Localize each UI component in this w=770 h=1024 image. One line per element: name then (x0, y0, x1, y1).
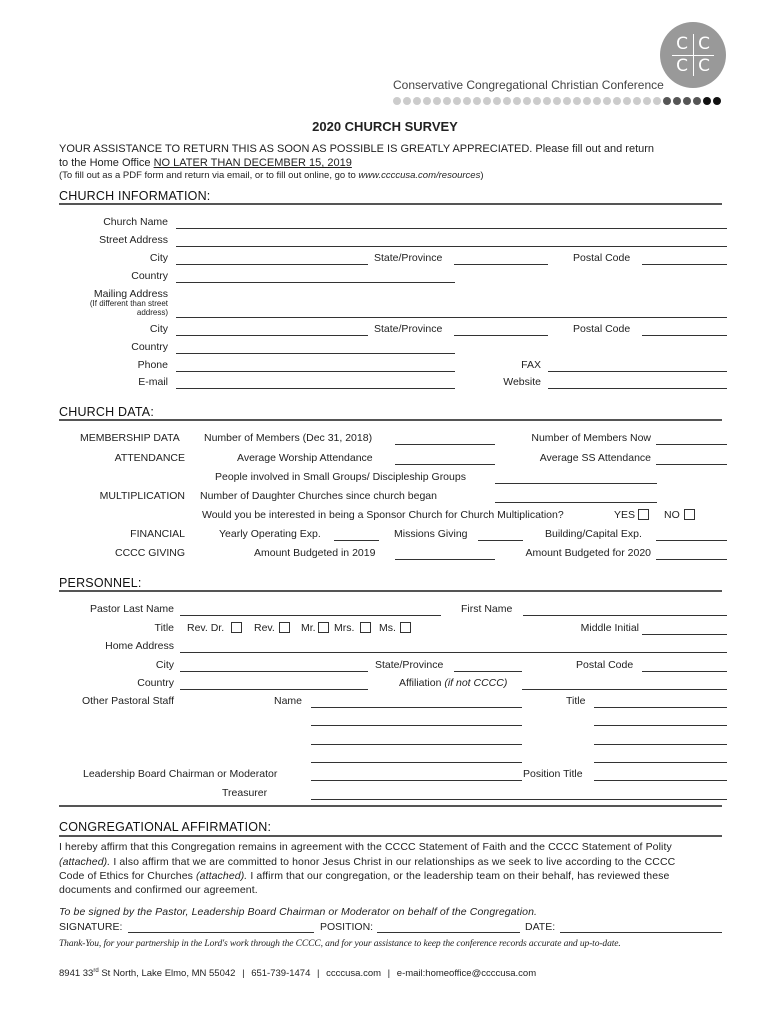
middle-initial-field[interactable] (642, 634, 727, 635)
decorative-dot (433, 97, 441, 105)
mailing-note: (If different than street (89, 299, 168, 308)
church-name-field[interactable] (176, 228, 727, 229)
postal-code-label: Postal Code (576, 659, 634, 671)
budget-2020-field[interactable] (656, 559, 727, 560)
home-postal-field[interactable] (642, 671, 727, 672)
membership-data-label: MEMBERSHIP DATA (80, 432, 180, 444)
decorative-dot (573, 97, 581, 105)
logo-letter: C (676, 34, 688, 54)
logo-letter: C (698, 34, 710, 54)
footer-email[interactable]: e-mail:homeoffice@ccccusa.com (396, 968, 537, 980)
intro-line1: YOUR ASSISTANCE TO RETURN THIS AS SOON AS POSSIBLE IS GREATLY APPRECIATED. Please fill out and return (59, 143, 655, 155)
small-groups-label: People involved in Small Groups/ Discipleship Groups (215, 471, 466, 483)
footer-address: 8941 33rd St North, Lake Elmo, MN 55042 (59, 968, 236, 980)
resources-link[interactable]: www.ccccusa.com/resources (358, 170, 481, 181)
logo-letter: C (676, 56, 688, 76)
decorative-dot (593, 97, 601, 105)
staff-name-field-4[interactable] (311, 762, 522, 763)
fax-field[interactable] (548, 371, 727, 372)
decorative-dot (503, 97, 511, 105)
other-staff-label: Other Pastoral Staff (81, 695, 174, 707)
staff-name-field-3[interactable] (311, 744, 522, 745)
intro-line3: (To fill out as a PDF form and return via email, or to fill out online, go to www.ccccusa.com/resources) (59, 170, 484, 181)
staff-name-field-1[interactable] (311, 707, 522, 708)
home-country-field[interactable] (180, 689, 368, 690)
decorative-dot (583, 97, 591, 105)
position-field[interactable] (377, 932, 520, 933)
street-address-field[interactable] (176, 246, 727, 247)
position-title-field[interactable] (594, 780, 727, 781)
missions-giving-field[interactable] (478, 540, 523, 541)
church-info-heading: CHURCH INFORMATION: (59, 189, 211, 203)
decorative-dot (663, 97, 671, 105)
decorative-dot (393, 97, 401, 105)
postal-code-field[interactable] (642, 264, 727, 265)
attendance-label: ATTENDANCE (114, 452, 185, 464)
mailing-postal-field[interactable] (642, 335, 727, 336)
signature-label: SIGNATURE: (59, 921, 123, 933)
budget-2019-label: Amount Budgeted in 2019 (254, 547, 376, 559)
fax-label: FAX (521, 359, 541, 371)
small-groups-field[interactable] (495, 483, 657, 484)
state-label: State/Province (374, 252, 443, 264)
multiplication-label: MULTIPLICATION (99, 490, 185, 502)
operating-exp-field[interactable] (334, 540, 379, 541)
leadership-chair-label: Leadership Board Chairman or Moderator (83, 768, 278, 780)
footer-website[interactable]: ccccusa.com (326, 968, 382, 980)
members-dec-label: Number of Members (Dec 31, 2018) (204, 432, 373, 444)
missions-giving-label: Missions Giving (394, 528, 468, 540)
mailing-note: address) (136, 308, 168, 317)
state-label: State/Province (374, 323, 443, 335)
city-label: City (149, 323, 168, 335)
decorative-dot (403, 97, 411, 105)
decorative-dot (633, 97, 641, 105)
decorative-dot (623, 97, 631, 105)
members-now-label: Number of Members Now (531, 432, 651, 444)
worship-attendance-label: Average Worship Attendance (237, 452, 373, 464)
decorative-dot (703, 97, 711, 105)
decorative-dot (563, 97, 571, 105)
email-label: E-mail (138, 376, 168, 388)
first-name-field[interactable] (523, 615, 727, 616)
footer: 8941 33rd St North, Lake Elmo, MN 55042 | 651-739-1474 | ccccusa.com | e-mail:homeoffice@ccccusa.com (59, 968, 537, 980)
decorative-dot (613, 97, 621, 105)
decorative-dot (473, 97, 481, 105)
affirmation-text: (attached). I also affirm that we are committed to honor Jesus Christ in our relationships as we seek to live according to the CCCC (59, 856, 676, 868)
yes-checkbox[interactable] (638, 509, 649, 520)
decorative-dot (483, 97, 491, 105)
affirmation-text: documents and confirmed our agreement. (59, 884, 258, 896)
staff-name-label: Name (274, 695, 303, 707)
signature-field[interactable] (128, 932, 314, 933)
pastor-last-name-field[interactable] (180, 615, 441, 616)
footer-phone: 651-739-1474 (251, 968, 311, 980)
decorative-dot (653, 97, 661, 105)
affirmation-heading: CONGREGATIONAL AFFIRMATION: (59, 820, 272, 834)
pastor-last-name-label: Pastor Last Name (89, 603, 174, 615)
thank-you-note: Thank-You, for your partnership in the Lord's work through the CCCC, and for your assistance to keep the conference records accurate and up-to-date. (59, 939, 621, 949)
building-exp-label: Building/Capital Exp. (545, 528, 642, 540)
decorative-dot (543, 97, 551, 105)
staff-title-label: Title (566, 695, 586, 707)
org-name: Conservative Congregational Christian Conference (393, 78, 664, 92)
daughter-churches-label: Number of Daughter Churches since church began (200, 490, 437, 502)
yes-label: YES (614, 509, 636, 521)
staff-title-field-4[interactable] (594, 762, 727, 763)
mailing-address-field[interactable] (176, 317, 727, 318)
staff-name-field-2[interactable] (311, 725, 522, 726)
page-title: 2020 CHURCH SURVEY (312, 119, 458, 134)
first-name-label: First Name (461, 603, 513, 615)
building-exp-field[interactable] (656, 540, 727, 541)
mailing-address-label: Mailing Address (93, 288, 168, 300)
mrs-checkbox[interactable] (360, 622, 371, 633)
mrs-label: Mrs. (334, 622, 355, 634)
personnel-heading: PERSONNEL: (59, 576, 142, 590)
decorative-dot (463, 97, 471, 105)
mailing-city-field[interactable] (176, 335, 368, 336)
position-label: POSITION: (320, 921, 374, 933)
staff-title-field-1[interactable] (594, 707, 727, 708)
rev-dr-label: Rev. Dr. (187, 622, 225, 634)
middle-initial-label: Middle Initial (580, 622, 639, 634)
decorative-dot (553, 97, 561, 105)
decorative-dot (513, 97, 521, 105)
sign-note: To be signed by the Pastor, Leadership Board Chairman or Moderator on behalf of the Congregation. (59, 906, 538, 918)
rev-dr-checkbox[interactable] (231, 622, 242, 633)
worship-attendance-field[interactable] (395, 464, 495, 465)
title-label: Title (154, 622, 174, 634)
date-field[interactable] (560, 932, 722, 933)
mr-label: Mr. (301, 622, 316, 634)
home-state-field[interactable] (454, 671, 522, 672)
daughter-churches-field[interactable] (495, 502, 657, 503)
phone-field[interactable] (176, 371, 455, 372)
mailing-state-field[interactable] (454, 335, 548, 336)
ss-attendance-field[interactable] (656, 464, 727, 465)
decorative-dot (713, 97, 721, 105)
website-label: Website (503, 376, 541, 388)
deadline: NO LATER THAN DECEMBER 15, 2019 (153, 157, 352, 169)
decorative-dot (693, 97, 701, 105)
home-address-label: Home Address (105, 640, 174, 652)
affiliation-field[interactable] (522, 689, 727, 690)
decorative-dot (443, 97, 451, 105)
ms-checkbox[interactable] (400, 622, 411, 633)
cccc-giving-label: CCCC GIVING (114, 547, 185, 559)
budget-2020-label: Amount Budgeted for 2020 (525, 547, 651, 559)
decorative-dot (643, 97, 651, 105)
sponsor-question: Would you be interested in being a Sponsor Church for Church Multiplication? (202, 509, 564, 521)
rev-checkbox[interactable] (279, 622, 290, 633)
decorative-dot (423, 97, 431, 105)
state-label: State/Province (375, 659, 444, 671)
decorative-dot (523, 97, 531, 105)
home-city-field[interactable] (180, 671, 368, 672)
affirmation-text: Code of Ethics for Churches (attached). I affirm that our congregation, or the leadership team on their behalf, has reviewed these (59, 870, 670, 882)
phone-label: Phone (137, 359, 168, 371)
home-address-field[interactable] (180, 652, 727, 653)
decorative-dot (493, 97, 501, 105)
no-label: NO (664, 509, 680, 521)
financial-label: FINANCIAL (130, 528, 185, 540)
treasurer-field[interactable] (311, 799, 727, 800)
intro-line2: to the Home Office NO LATER THAN DECEMBER 15, 2019 (59, 157, 352, 169)
rev-label: Rev. (254, 622, 275, 634)
ms-label: Ms. (379, 622, 396, 634)
decorative-dot (673, 97, 681, 105)
no-checkbox[interactable] (684, 509, 695, 520)
country-label: Country (137, 677, 174, 689)
ss-attendance-label: Average SS Attendance (539, 452, 651, 464)
city-field[interactable] (176, 264, 368, 265)
mailing-country-field[interactable] (176, 353, 455, 354)
decorative-dot (533, 97, 541, 105)
mr-checkbox[interactable] (318, 622, 329, 633)
church-name-label: Church Name (103, 216, 168, 228)
logo-letter: C (698, 56, 710, 76)
date-label: DATE: (525, 921, 556, 933)
postal-code-label: Postal Code (573, 252, 631, 264)
country-label: Country (131, 270, 168, 282)
affirmation-text: I hereby affirm that this Congregation remains in agreement with the CCCC Statement of Faith and the CCCC Statement of Polity (59, 841, 672, 853)
city-label: City (155, 659, 174, 671)
staff-title-field-3[interactable] (594, 744, 727, 745)
budget-2019-field[interactable] (395, 559, 495, 560)
city-label: City (149, 252, 168, 264)
leadership-chair-field[interactable] (311, 780, 522, 781)
street-address-label: Street Address (99, 234, 168, 246)
members-dec-field[interactable] (395, 444, 495, 445)
treasurer-label: Treasurer (222, 787, 268, 799)
members-now-field[interactable] (656, 444, 727, 445)
country-field[interactable] (176, 282, 455, 283)
decorative-dot (413, 97, 421, 105)
staff-title-field-2[interactable] (594, 725, 727, 726)
state-field[interactable] (454, 264, 548, 265)
church-data-heading: CHURCH DATA: (59, 405, 154, 419)
decorative-dots (393, 97, 721, 105)
postal-code-label: Postal Code (573, 323, 631, 335)
email-field[interactable] (176, 388, 455, 389)
cccc-logo (660, 22, 726, 88)
position-title-label: Position Title (523, 768, 583, 780)
decorative-dot (453, 97, 461, 105)
affiliation-label: Affiliation (if not CCCC) (399, 677, 508, 689)
decorative-dot (683, 97, 691, 105)
decorative-dot (603, 97, 611, 105)
operating-exp-label: Yearly Operating Exp. (219, 528, 321, 540)
country-label: Country (131, 341, 168, 353)
website-field[interactable] (548, 388, 727, 389)
